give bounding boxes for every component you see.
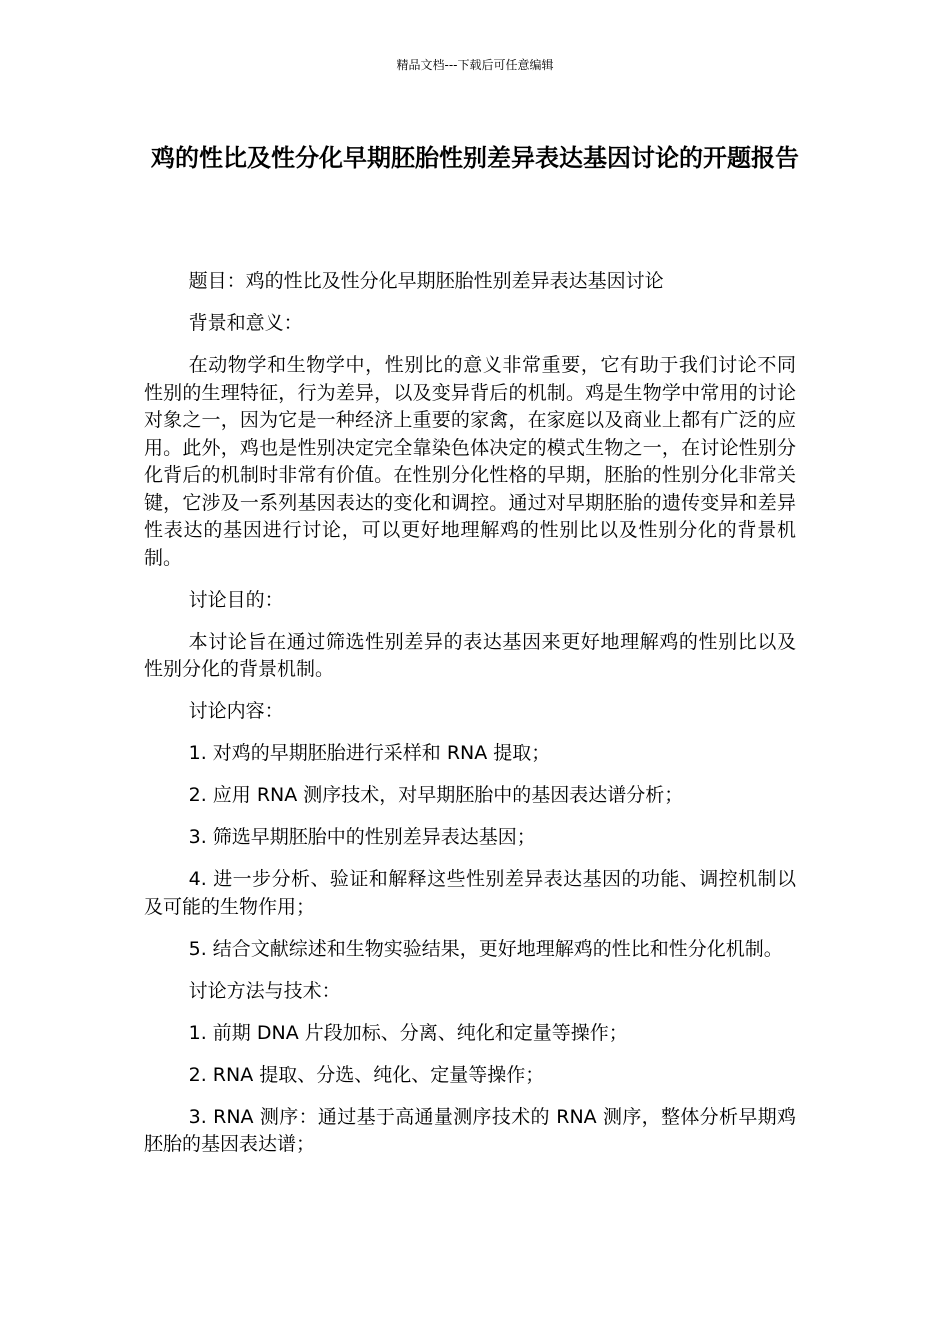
- section-heading-content: 讨论内容：: [188, 700, 284, 722]
- page-header-note: 精品文档---下载后可任意编辑: [396, 58, 554, 72]
- content-item-3: 3. 筛选早期胚胎中的性别差异表达基因；: [188, 826, 536, 848]
- purpose-paragraph: 本讨论旨在通过筛选性别差异的表达基因来更好地理解鸡的性别比以及性别分化的背景机制。: [144, 630, 796, 680]
- content-item-1: 1. 对鸡的早期胚胎进行采样和 RNA 提取；: [188, 742, 551, 764]
- section-heading-methods: 讨论方法与技术：: [188, 979, 341, 1002]
- topic-paragraph: 题目：鸡的性比及性分化早期胚胎性别差异表达基因讨论: [188, 270, 664, 292]
- method-item-1: 1. 前期 DNA 片段加标、分离、纯化和定量等操作；: [188, 1021, 628, 1044]
- content-item-2: 2. 应用 RNA 测序技术，对早期胚胎中的基因表达谱分析；: [188, 784, 684, 806]
- method-item-2: 2. RNA 提取、分选、纯化、定量等操作；: [188, 1063, 545, 1086]
- document-title: 鸡的性比及性分化早期胚胎性别差异表达基因讨论的开题报告: [151, 144, 799, 172]
- method-item-3: 3. RNA 测序：通过基于高通量测序技术的 RNA 测序，整体分析早期鸡胚胎的基因表达谱；: [144, 1105, 796, 1155]
- document-body: [144, 268, 796, 1173]
- background-paragraph: 在动物学和生物学中，性别比的意义非常重要，它有助于我们讨论不同性别的生理特征，行为差异，以及变异背后的机制。鸡是生物学中常用的讨论对象之一，因为它是一种经济上重要的家禽，在家庭以及商业上都有广泛的应用。此外，鸡也是性别决定完全靠染色体决定的模式生物之一，在讨论性别分化背后的机制时非常有价值。在性别分化性格的早期，胚胎的性别分化非常关键，它涉及一系列基因表达的变化和调控。通过对早期胚胎的遗传变异和差异性表达的基因进行讨论，可以更好地理解鸡的性别比以及性别分化的背景机制。: [144, 354, 796, 569]
- content-item-4: 4. 进一步分析、验证和解释这些性别差异表达基因的功能、调控机制以及可能的生物作用；: [144, 868, 796, 918]
- content-item-5: 5. 结合文献综述和生物实验结果，更好地理解鸡的性比和性分化机制。: [188, 937, 783, 960]
- section-heading-background: 背景和意义：: [188, 312, 303, 334]
- section-heading-purpose: 讨论目的：: [188, 588, 284, 611]
